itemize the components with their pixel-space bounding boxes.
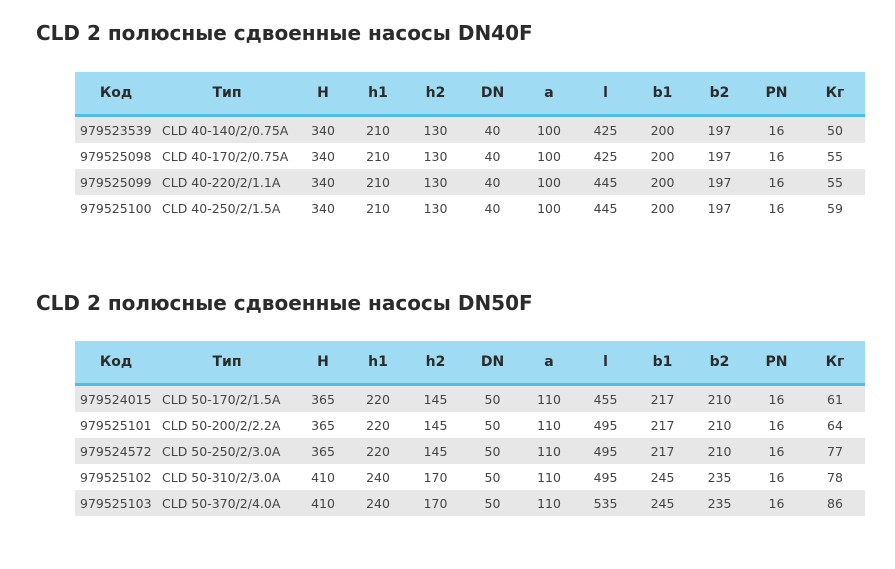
table-body [75, 116, 865, 222]
table-cell: CLD 40-170/2/0.75A [157, 143, 297, 169]
table-cell: 40 [464, 143, 521, 169]
table-cell: 110 [521, 385, 577, 413]
column-header: PN [748, 341, 805, 385]
column-header: a [521, 341, 577, 385]
table-cell: 210 [349, 169, 407, 195]
table-cell: 340 [297, 116, 349, 144]
table-cell: CLD 50-170/2/1.5A [157, 385, 297, 413]
table-cell: CLD 50-310/2/3.0A [157, 464, 297, 490]
table-cell: 365 [297, 412, 349, 438]
table-cell: 16 [748, 385, 805, 413]
table-cell: 40 [464, 116, 521, 144]
table-cell: 455 [577, 385, 634, 413]
table-cell: 130 [407, 143, 464, 169]
table-cell: 50 [805, 116, 865, 144]
table-cell: 979524015 [75, 385, 157, 413]
table-cell: 110 [521, 438, 577, 464]
table-cell: 86 [805, 490, 865, 516]
table-cell: 210 [691, 412, 748, 438]
table-cell: 979525099 [75, 169, 157, 195]
column-header: b2 [691, 72, 748, 116]
table-row [75, 116, 865, 144]
table-cell: 240 [349, 490, 407, 516]
table-cell: 130 [407, 116, 464, 144]
table-cell: 77 [805, 438, 865, 464]
table-cell: 64 [805, 412, 865, 438]
table-cell: 145 [407, 412, 464, 438]
table-cell: 16 [748, 412, 805, 438]
table-row [75, 438, 865, 464]
table-cell: 100 [521, 143, 577, 169]
table-cell: 78 [805, 464, 865, 490]
table-cell: 110 [521, 464, 577, 490]
table-cell: 365 [297, 385, 349, 413]
table-cell: 217 [634, 438, 691, 464]
table-cell: 55 [805, 169, 865, 195]
column-header: H [297, 72, 349, 116]
table-cell: CLD 40-140/2/0.75A [157, 116, 297, 144]
table-cell: 197 [691, 195, 748, 221]
table-cell: 197 [691, 116, 748, 144]
table-cell: 16 [748, 438, 805, 464]
table-row [75, 195, 865, 221]
table-cell: 100 [521, 116, 577, 144]
table-cell: 235 [691, 464, 748, 490]
column-header: Кг [805, 72, 865, 116]
section-title-dn50f: CLD 2 полюсные сдвоенные насосы DN50F [36, 291, 533, 315]
table-row [75, 412, 865, 438]
table-cell: 220 [349, 438, 407, 464]
column-header: b2 [691, 341, 748, 385]
column-header: h2 [407, 341, 464, 385]
table-cell: 16 [748, 195, 805, 221]
table-cell: 340 [297, 143, 349, 169]
table-cell: 979525098 [75, 143, 157, 169]
spec-table-dn40f [75, 72, 865, 221]
table-row [75, 143, 865, 169]
table-cell: 425 [577, 116, 634, 144]
table-cell: CLD 40-250/2/1.5A [157, 195, 297, 221]
table-cell: 50 [464, 490, 521, 516]
column-header: h1 [349, 72, 407, 116]
column-header: a [521, 72, 577, 116]
table-cell: 50 [464, 438, 521, 464]
column-header: b1 [634, 72, 691, 116]
table-cell: 240 [349, 464, 407, 490]
table-cell: 40 [464, 195, 521, 221]
table-cell: 200 [634, 195, 691, 221]
column-header: Тип [157, 72, 297, 116]
table-cell: 16 [748, 464, 805, 490]
table-cell: 410 [297, 464, 349, 490]
table-cell: 61 [805, 385, 865, 413]
table-body [75, 385, 865, 517]
table-cell: 220 [349, 412, 407, 438]
table-cell: 210 [349, 116, 407, 144]
table-header-row [75, 72, 865, 116]
column-header: l [577, 72, 634, 116]
column-header: DN [464, 72, 521, 116]
column-header: h2 [407, 72, 464, 116]
table-cell: CLD 40-220/2/1.1A [157, 169, 297, 195]
column-header: l [577, 341, 634, 385]
table-cell: 50 [464, 385, 521, 413]
table-cell: 50 [464, 464, 521, 490]
column-header: h1 [349, 341, 407, 385]
table-cell: 979525101 [75, 412, 157, 438]
column-header: b1 [634, 341, 691, 385]
table-cell: 130 [407, 169, 464, 195]
table-cell: 170 [407, 490, 464, 516]
table-cell: 130 [407, 195, 464, 221]
table-cell: 40 [464, 169, 521, 195]
table-row [75, 490, 865, 516]
table-cell: 220 [349, 385, 407, 413]
table-cell: 200 [634, 169, 691, 195]
table-cell: 100 [521, 195, 577, 221]
table-cell: 59 [805, 195, 865, 221]
table-row [75, 169, 865, 195]
table-cell: 245 [634, 490, 691, 516]
table-cell: 200 [634, 116, 691, 144]
table-cell: 979525103 [75, 490, 157, 516]
table-cell: 235 [691, 490, 748, 516]
table-cell: 979525102 [75, 464, 157, 490]
table-cell: 16 [748, 490, 805, 516]
table-cell: 245 [634, 464, 691, 490]
column-header: H [297, 341, 349, 385]
table-cell: 100 [521, 169, 577, 195]
table-cell: 979523539 [75, 116, 157, 144]
table-cell: 410 [297, 490, 349, 516]
table-cell: 197 [691, 143, 748, 169]
table-cell: 217 [634, 385, 691, 413]
table-cell: 197 [691, 169, 748, 195]
table-cell: 16 [748, 116, 805, 144]
table-cell: 210 [691, 385, 748, 413]
table-cell: 16 [748, 143, 805, 169]
table-cell: 495 [577, 464, 634, 490]
table-cell: 145 [407, 438, 464, 464]
table-cell: 210 [349, 143, 407, 169]
table-cell: 50 [464, 412, 521, 438]
column-header: PN [748, 72, 805, 116]
column-header: Код [75, 72, 157, 116]
table-cell: 425 [577, 143, 634, 169]
table-cell: 170 [407, 464, 464, 490]
table-cell: 200 [634, 143, 691, 169]
table-cell: 110 [521, 490, 577, 516]
table-cell: 535 [577, 490, 634, 516]
table-cell: 979525100 [75, 195, 157, 221]
table-cell: 495 [577, 412, 634, 438]
column-header: Код [75, 341, 157, 385]
table-cell: 445 [577, 169, 634, 195]
table-header-row [75, 341, 865, 385]
table-row [75, 464, 865, 490]
table-cell: 210 [691, 438, 748, 464]
table-cell: 495 [577, 438, 634, 464]
table-cell: 145 [407, 385, 464, 413]
column-header: Кг [805, 341, 865, 385]
table-row [75, 385, 865, 413]
table-cell: CLD 50-370/2/4.0A [157, 490, 297, 516]
table-cell: 365 [297, 438, 349, 464]
table-cell: 210 [349, 195, 407, 221]
table-cell: 110 [521, 412, 577, 438]
table-cell: 340 [297, 195, 349, 221]
table-cell: CLD 50-250/2/3.0A [157, 438, 297, 464]
table-cell: 445 [577, 195, 634, 221]
table-cell: 340 [297, 169, 349, 195]
column-header: Тип [157, 341, 297, 385]
table-cell: 979524572 [75, 438, 157, 464]
section-title-dn40f: CLD 2 полюсные сдвоенные насосы DN40F [36, 21, 533, 45]
table-cell: 16 [748, 169, 805, 195]
column-header: DN [464, 341, 521, 385]
table-cell: 217 [634, 412, 691, 438]
spec-table-dn50f [75, 341, 865, 516]
table-cell: 55 [805, 143, 865, 169]
table-cell: CLD 50-200/2/2.2A [157, 412, 297, 438]
